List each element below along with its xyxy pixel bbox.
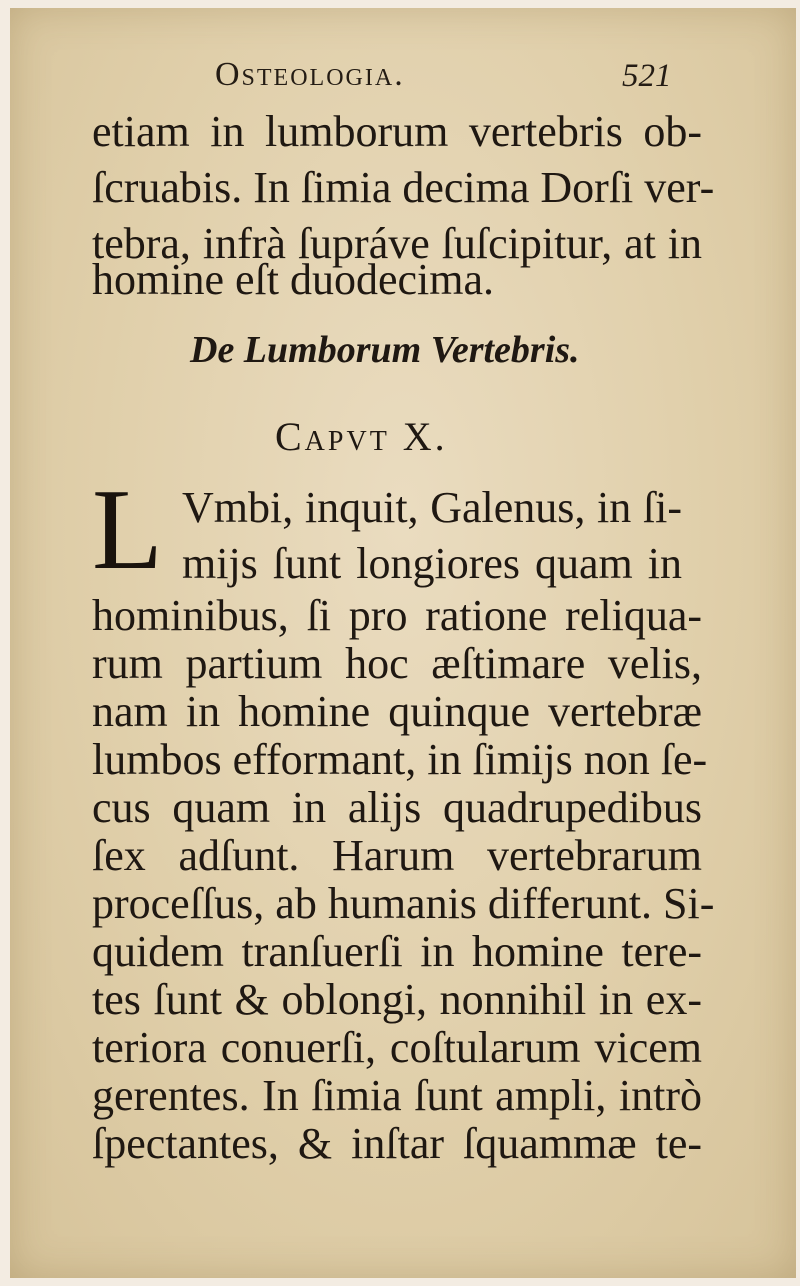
page-number: 521 [622,58,672,94]
drop-cap: L [92,466,163,594]
text-line: nam in homine quinque vertebræ [92,687,702,736]
text-line: quidem tranſuerſi in homine tere- [92,927,702,976]
text-line: ſpectantes, & inſtar ſquammæ te- [92,1119,702,1168]
text-line: gerentes. In ſimia ſunt ampli, intrò [92,1071,702,1120]
text-line: Vmbi, inquit, Galenus, in ſi- [182,483,682,532]
text-line: tebra, infrà ſupráve ſuſcipitur, at in [92,219,702,268]
text-line: rum partium hoc æſtimare velis, [92,639,702,688]
text-line: tes ſunt & oblongi, nonnihil in ex- [92,975,702,1024]
text-line: homine eſt duodecima. [92,255,494,304]
text-line: lumbos efformant, in ſimijs non ſe- [92,735,708,784]
text-line: teriora conuerſi, coſtularum vicem [92,1023,702,1072]
running-head: Osteologia. [215,56,405,93]
text-line: cus quam in alijs quadrupedibus [92,783,702,832]
text-line: etiam in lumborum vertebris ob- [92,107,702,156]
section-subtitle: De Lumborum Vertebris. [190,329,580,371]
text-line: proceſſus, ab humanis differunt. Si- [92,879,715,928]
text-line: mijs ſunt longiores quam in [182,539,682,588]
text-line: ſcruabis. In ſimia decima Dorſi ver- [92,163,715,212]
text-line: hominibus, ſi pro ratione reliqua- [92,591,702,640]
book-page [10,8,796,1278]
chapter-heading: Capvt X. [275,414,448,459]
text-line: ſex adſunt. Harum vertebrarum [92,831,702,880]
